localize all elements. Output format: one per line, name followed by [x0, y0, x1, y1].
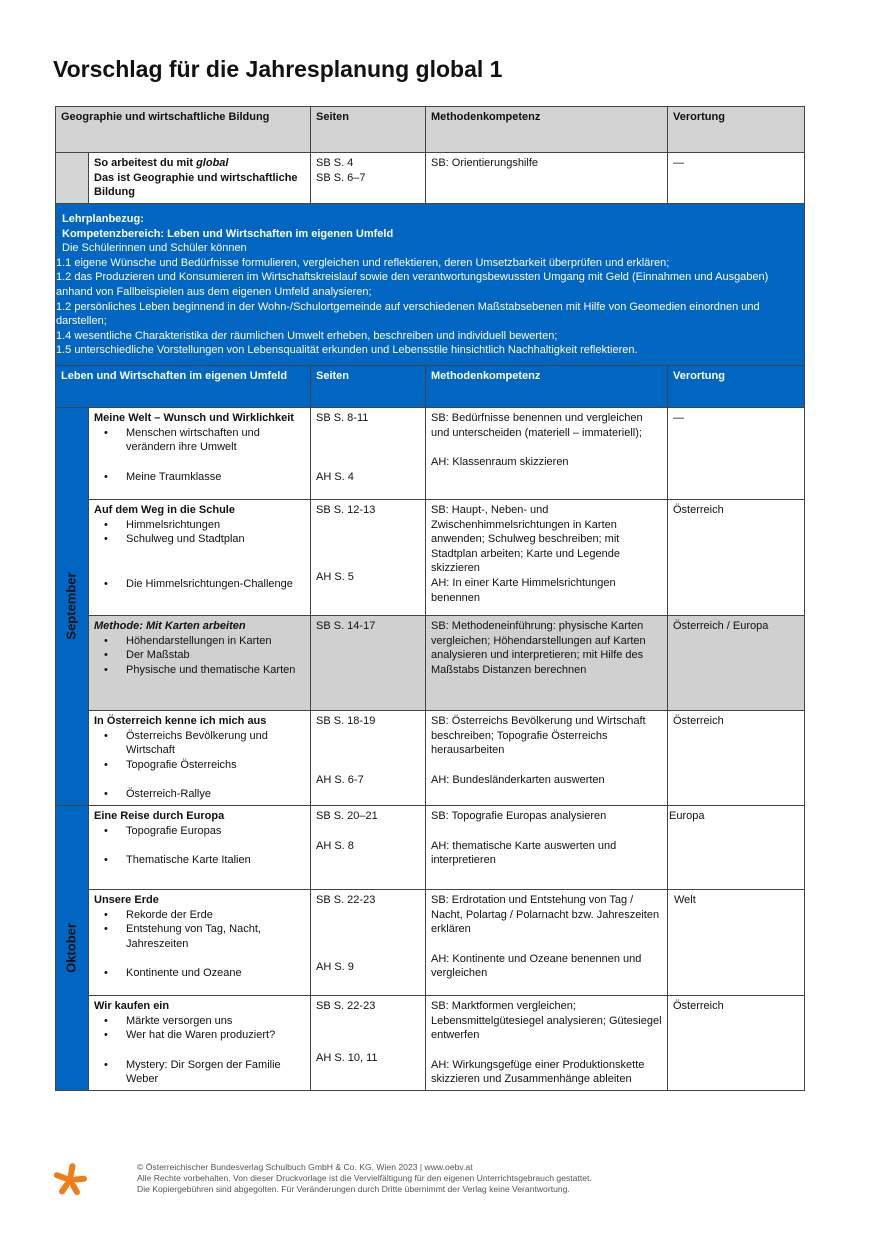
intro-line2: Das ist Geographie und wirtschaftliche Bildung [94, 171, 298, 199]
method-cell: SB: Bedürfnisse benennen und vergleichen und unterscheiden (materiell – immateriell); AH: Klassenraum skizzieren [426, 407, 668, 499]
topic-bullet: • Menschen wirtschaften und verändern ihre Umwelt [94, 426, 305, 455]
header-subject: Geographie und wirtschaftliche Bildung [56, 107, 311, 153]
topic-bullet: • Mystery: Dir Sorgen der Familie Weber [94, 1058, 305, 1087]
header-pages: Seiten [311, 107, 426, 153]
table-row [56, 710, 805, 805]
topic-title: Meine Welt – Wunsch und Wirklichkeit [94, 411, 294, 424]
method-cell: SB: Haupt-, Neben- und Zwischenhimmelsrichtungen in Karten anwenden; Schulweg beschreiben; mit Stadtplan arbeiten; Karte und Legende skizzieren AH: In einer Karte Himmelsrichtungen benennen [426, 499, 668, 615]
curriculum-row [56, 204, 805, 366]
month-cell-oktober [56, 805, 89, 1090]
table-row [56, 499, 805, 615]
header-location: Verortung [668, 107, 805, 153]
curriculum-item: 1.1 eigene Wünsche und Bedürfnisse formulieren, vergleichen und reflektieren, deren Umsetzbarkeit überprüfen und erklären; [56, 256, 670, 269]
intro-line1: So arbeitest du mit global [94, 157, 229, 169]
table-header-row [56, 365, 805, 407]
location-cell: Österreich [668, 995, 805, 1090]
month-cell-empty [56, 153, 89, 204]
intro-pages: SB S. 4 SB S. 6–7 [311, 153, 426, 204]
table-row [56, 407, 805, 499]
pages-cell: SB S. 20–21 AH S. 8 [311, 805, 426, 889]
topic-title: Auf dem Weg in die Schule [94, 503, 235, 516]
topic-cell [89, 889, 311, 995]
curriculum-block [56, 204, 805, 366]
location-cell: Österreich [668, 499, 805, 615]
yearly-plan-table [55, 106, 805, 1091]
topic-title: Unsere Erde [94, 893, 159, 906]
topic-bullet: • Topografie Europas [94, 824, 305, 839]
method-cell: SB: Österreichs Bevölkerung und Wirtschaft beschreiben; Topografie Österreichs herausarbeiten AH: Bundesländerkarten auswerten [426, 710, 668, 805]
header-method: Methodenkompetenz [426, 107, 668, 153]
intro-method: SB: Orientierungshilfe [426, 153, 668, 204]
topic-title: In Österreich kenne ich mich aus [94, 714, 267, 727]
topic-bullet: • Thematische Karte Italien [94, 853, 305, 868]
topic-bullet: • Physische und thematische Karten [94, 663, 305, 678]
pages-cell: SB S. 22-23 AH S. 9 [311, 889, 426, 995]
intro-topic [89, 153, 311, 204]
topic-bullet: • Österreich-Rallye [94, 787, 305, 802]
topic-bullet: • Schulweg und Stadtplan [94, 532, 305, 547]
topic-bullet: • Die Himmelsrichtungen-Challenge [94, 577, 305, 592]
curriculum-intro: Die Schülerinnen und Schüler können [62, 242, 247, 255]
topic-title: Methode: Mit Karten arbeiten [94, 619, 246, 632]
table-row [56, 153, 805, 204]
pages-cell: SB S. 14-17 [311, 615, 426, 710]
table-row [56, 805, 805, 889]
footer-copyright [137, 1162, 592, 1195]
curriculum-item: 1.2 das Produzieren und Konsumieren im Wirtschaftskreislauf sowie den verantwortungsbewussten Umgang mit Geld (Einnahmen und Ausgaben) anhand von Fallbeispielen aus dem eigenen Umfeld analysieren; [56, 271, 769, 298]
topic-cell [89, 805, 311, 889]
location-cell: Österreich [668, 710, 805, 805]
pages-cell: SB S. 22-23 AH S. 10, 11 [311, 995, 426, 1090]
month-label-oktober: Oktober [63, 923, 79, 973]
topic-cell [89, 710, 311, 805]
location-cell: Europa [668, 805, 805, 889]
topic-bullet: • Höhendarstellungen in Karten [94, 634, 305, 649]
table-row [56, 995, 805, 1090]
header-method: Methodenkompetenz [426, 365, 668, 407]
topic-cell [89, 615, 311, 710]
location-cell: Welt [668, 889, 805, 995]
table-header-row [56, 107, 805, 153]
table-row [56, 889, 805, 995]
page-title: Vorschlag für die Jahresplanung global 1 [53, 56, 503, 82]
topic-bullet: • Der Maßstab [94, 648, 305, 663]
oebv-star-logo-icon [52, 1162, 88, 1198]
footer-line: Alle Rechte vorbehalten. Von dieser Druckvorlage ist die Vervielfältigung für den eigenen Unterrichtsgebrauch gestattet. [137, 1173, 592, 1183]
method-cell: SB: Topografie Europas analysieren AH: thematische Karte auswerten und interpretieren [426, 805, 668, 889]
method-cell: SB: Marktformen vergleichen; Lebensmittelgütesiegel analysieren; Gütesiegel entwerfen AH: Wirkungsgefüge einer Produktionskette skizzieren und Zusammenhänge ableiten [426, 995, 668, 1090]
location-cell: Österreich / Europa [668, 615, 805, 710]
pages-cell: SB S. 8-11 AH S. 4 [311, 407, 426, 499]
footer-line: © Österreichischer Bundesverlag Schulbuch GmbH & Co. KG, Wien 2023 | www.oebv.at [137, 1162, 473, 1172]
month-label-september: September [63, 572, 79, 641]
topic-bullet: • Rekorde der Erde [94, 908, 305, 923]
topic-bullet: • Österreichs Bevölkerung und Wirtschaft [94, 729, 305, 758]
location-cell: — [668, 407, 805, 499]
topic-bullet: • Wer hat die Waren produziert? [94, 1028, 305, 1043]
curriculum-item: 1.2 persönliches Leben beginnend in der Wohn-/Schulortgemeinde auf verschiedenen Maßstabsebenen mit Hilfe von Geomedien einordnen und darstellen; [56, 300, 760, 328]
header-pages: Seiten [311, 365, 426, 407]
table-row [56, 615, 805, 710]
topic-bullet: • Kontinente und Ozeane [94, 966, 305, 981]
header-topic: Leben und Wirtschaften im eigenen Umfeld [56, 365, 311, 407]
topic-bullet: • Himmelsrichtungen [94, 518, 305, 533]
topic-bullet: • Meine Traumklasse [94, 470, 305, 485]
header-location: Verortung [668, 365, 805, 407]
curriculum-area: Kompetenzbereich: Leben und Wirtschaften im eigenen Umfeld [62, 227, 394, 240]
topic-bullet: • Entstehung von Tag, Nacht, Jahreszeiten [94, 922, 305, 951]
curriculum-title: Lehrplanbezug: [62, 213, 144, 225]
topic-cell [89, 407, 311, 499]
pages-cell: SB S. 12-13 AH S. 5 [311, 499, 426, 615]
topic-cell [89, 995, 311, 1090]
intro-location: — [668, 153, 805, 204]
topic-bullet: • Märkte versorgen uns [94, 1014, 305, 1029]
method-cell: SB: Erdrotation und Entstehung von Tag / Nacht, Polartag / Polarnacht bzw. Jahreszeiten erklären AH: Kontinente und Ozeane benennen und vergleichen [426, 889, 668, 995]
footer-line: Die Kopiergebühren sind abgegolten. Für Veränderungen durch Dritte übernimmt der Verlag keine Verantwortung. [137, 1184, 570, 1194]
curriculum-item: 1.4 wesentliche Charakteristika der räumlichen Umwelt erheben, beschreiben und individuell bewerten; [56, 329, 558, 342]
topic-title: Eine Reise durch Europa [94, 809, 225, 822]
curriculum-item: 1.5 unterschiedliche Vorstellungen von Lebensqualität erkunden und Lebensstile hinsichtlich Nachhaltigkeit reflektieren. [56, 344, 638, 357]
pages-cell: SB S. 18-19 AH S. 6-7 [311, 710, 426, 805]
method-cell: SB: Methodeneinführung: physische Karten vergleichen; Höhendarstellungen auf Karten analysieren und interpretieren; mit Hilfe des Maßstabs Distanzen berechnen [426, 615, 668, 710]
topic-cell [89, 499, 311, 615]
month-cell-september [56, 407, 89, 805]
topic-bullet: • Topografie Österreichs [94, 758, 305, 773]
topic-title: Wir kaufen ein [94, 999, 170, 1012]
